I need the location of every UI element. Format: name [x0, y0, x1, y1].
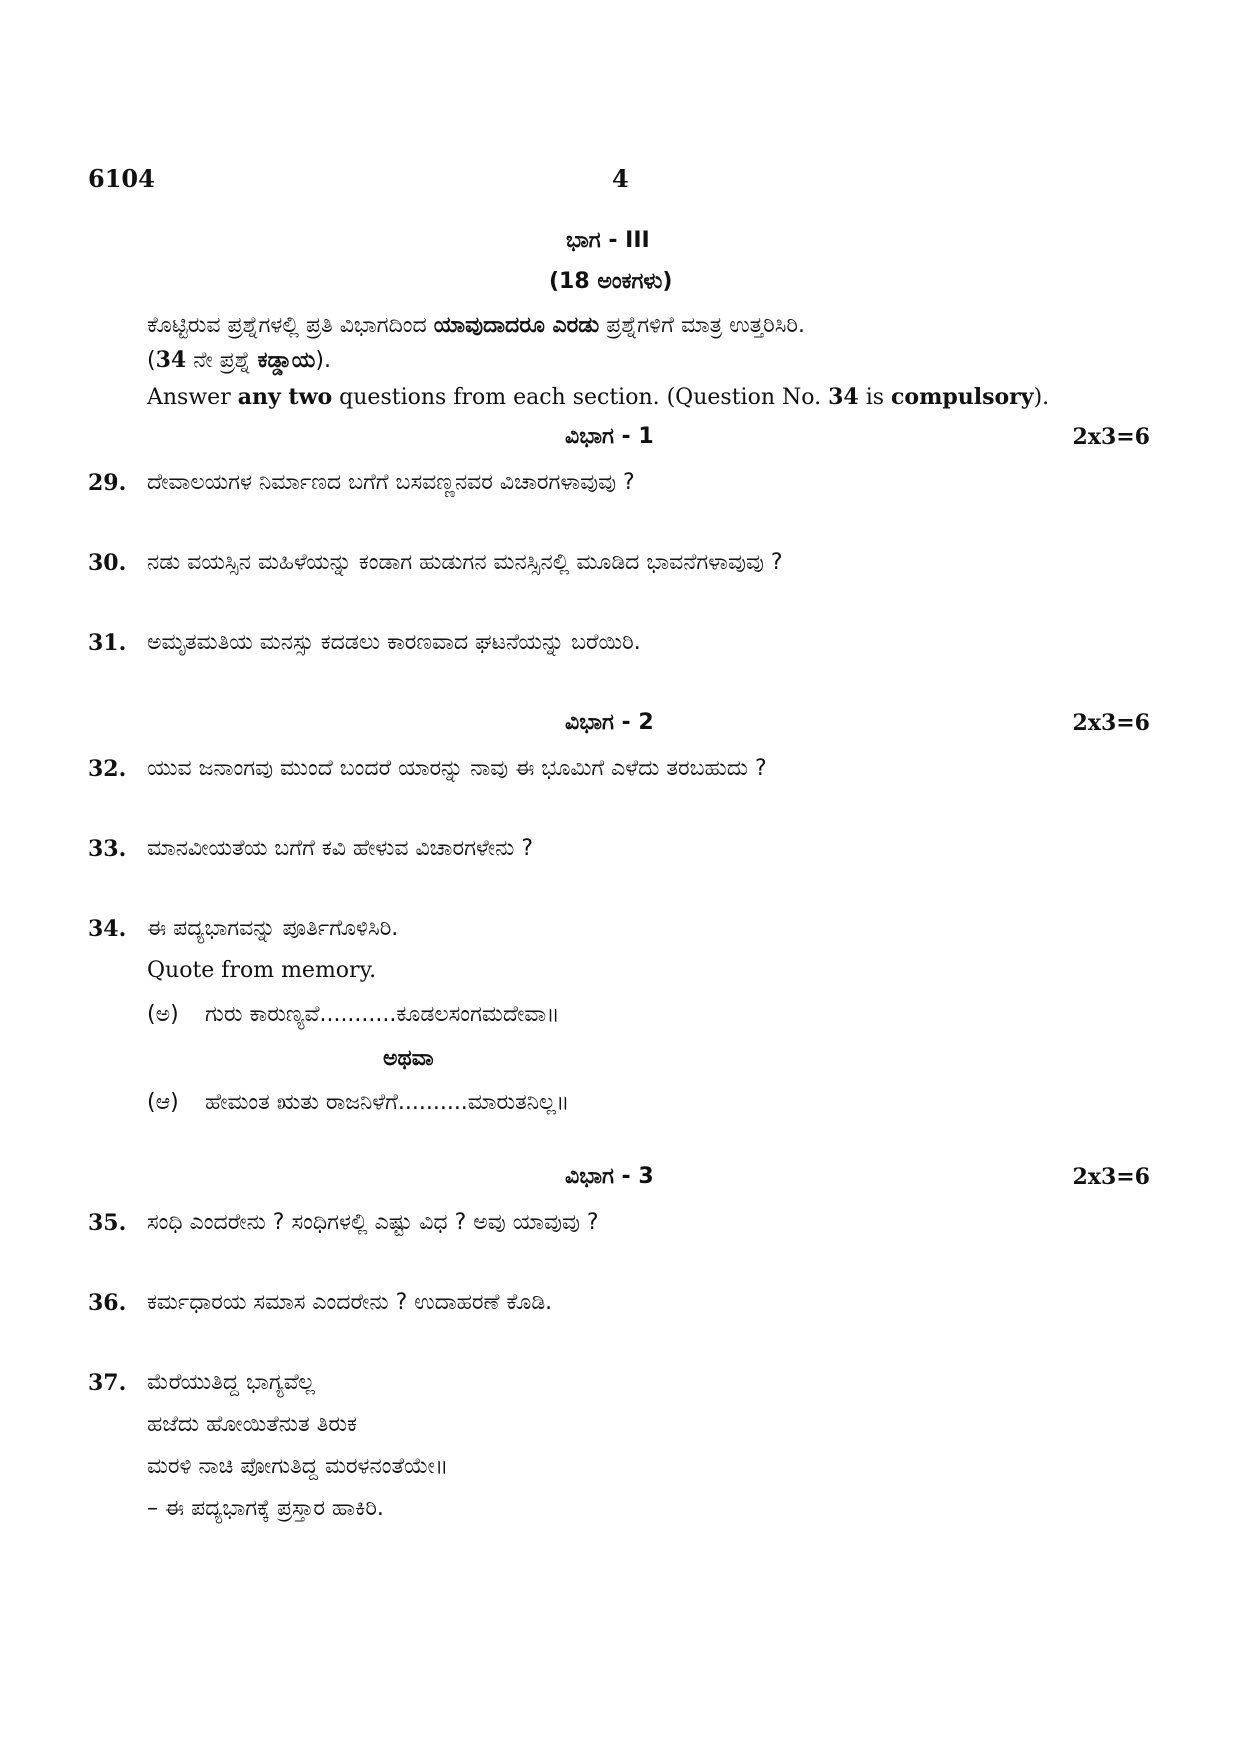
option-a-label: (ಅ): [147, 1002, 179, 1027]
question-text: ಈ ಪದ್ಯಭಾಗವನ್ನು ಪೂರ್ತಿಗೊಳಿಸಿರಿ.: [147, 916, 399, 941]
section-3-marks: 2x3=6: [1072, 1164, 1150, 1190]
question-text: ದೇವಾಲಯಗಳ ನಿರ್ಮಾಣದ ಬಗೆಗೆ ಬಸವಣ್ಣನವರ ವಿಚಾರಗಳಾವುವು ?: [147, 470, 635, 495]
section-1-marks: 2x3=6: [1072, 424, 1150, 450]
part-title: ಭಾಗ - III: [566, 228, 650, 253]
question-number: 32.: [88, 756, 127, 782]
instruction-kannada: ಕೊಟ್ಟಿರುವ ಪ್ರಶ್ನೆಗಳಲ್ಲಿ ಪ್ರತಿ ವಿಭಾಗದಿಂದ ಯಾವುದಾದರೂ ಎರಡು ಪ್ರಶ್ನೆಗಳಿಗೆ ಮಾತ್ರ ಉತ್ತರಿಸಿರಿ.: [147, 313, 806, 338]
question-number: 33.: [88, 836, 127, 862]
instruction-english: Answer any two questions from each section. (Question No. 34 is compulsory).: [147, 384, 1050, 410]
instruction-kannada-compulsory: (34 ನೇ ಪ್ರಶ್ನೆ ಕಡ್ಡಾಯ).: [147, 347, 331, 373]
question-text: ಕರ್ಮಧಾರಯ ಸಮಾಸ ಎಂದರೇನು ? ಉದಾಹರಣೆ ಕೊಡಿ.: [147, 1290, 553, 1315]
section-2-title: ವಿಭಾಗ - 2: [565, 710, 654, 735]
question-subtext-english: Quote from memory.: [147, 958, 377, 983]
question-number: 35.: [88, 1210, 127, 1236]
question-text: ನಡು ವಯಸ್ಸಿನ ಮಹಿಳೆಯನ್ನು ಕಂಡಾಗ ಹುಡುಗನ ಮನಸ್ಸಿನಲ್ಲಿ ಮೂಡಿದ ಭಾವನೆಗಳಾವುವು ?: [147, 550, 783, 575]
option-b-label: (ಆ): [147, 1090, 179, 1115]
option-a-text: ಗುರು ಕಾರುಣ್ಯವೆ...........ಕೂಡಲಸಂಗಮದೇವಾ॥: [205, 1002, 560, 1027]
section-1-title: ವಿಭಾಗ - 1: [565, 424, 654, 449]
question-text: ಮಾನವೀಯತೆಯ ಬಗೆಗೆ ಕವಿ ಹೇಳುವ ವಿಚಾರಗಳೇನು ?: [147, 836, 534, 861]
question-number: 37.: [88, 1370, 127, 1396]
or-separator: ಅಥವಾ: [383, 1046, 434, 1071]
question-instruction: – ಈ ಪದ್ಯಭಾಗಕ್ಕೆ ಪ್ರಸ್ತಾರ ಹಾಕಿರಿ.: [147, 1496, 384, 1521]
question-text: ಯುವ ಜನಾಂಗವು ಮುಂದೆ ಬಂದರೆ ಯಾರನ್ನು ನಾವು ಈ ಭೂಮಿಗೆ ಎಳೆದು ತರಬಹುದು ?: [147, 756, 767, 781]
question-number: 34.: [88, 916, 127, 942]
section-3-title: ವಿಭಾಗ - 3: [565, 1164, 654, 1189]
part-marks: (18 ಅಂಕಗಳು): [549, 269, 673, 294]
paper-code: 6104: [88, 164, 155, 193]
page-number: 4: [612, 164, 629, 193]
question-number: 31.: [88, 630, 127, 656]
question-number: 30.: [88, 550, 127, 576]
section-2-marks: 2x3=6: [1072, 710, 1150, 736]
option-b-text: ಹೇಮಂತ ಋತು ರಾಜನಿಳೆಗೆ..........ಮಾರುತನಿಲ್ಲ॥: [205, 1090, 570, 1115]
question-number: 29.: [88, 470, 127, 496]
poem-line: ಮರಳಿ ನಾಚಿ ಪೋಗುತಿದ್ದ ಮರಳನಂತೆಯೇ॥: [147, 1454, 449, 1479]
poem-line: ಮೆರೆಯುತಿದ್ದ ಭಾಗ್ಯವೆಲ್ಲ: [147, 1370, 315, 1395]
question-number: 36.: [88, 1290, 127, 1316]
question-text: ಅಮೃತಮತಿಯ ಮನಸ್ಸು ಕದಡಲು ಕಾರಣವಾದ ಘಟನೆಯನ್ನು ಬರೆಯಿರಿ.: [147, 630, 641, 655]
question-text: ಸಂಧಿ ಎಂದರೇನು ? ಸಂಧಿಗಳಲ್ಲಿ ಎಷ್ಟು ವಿಧ ? ಅವು ಯಾವುವು ?: [147, 1210, 599, 1235]
poem-line: ಹಜೆದು ಹೋಯಿತೆನುತ ತಿರುಕ: [147, 1412, 357, 1437]
